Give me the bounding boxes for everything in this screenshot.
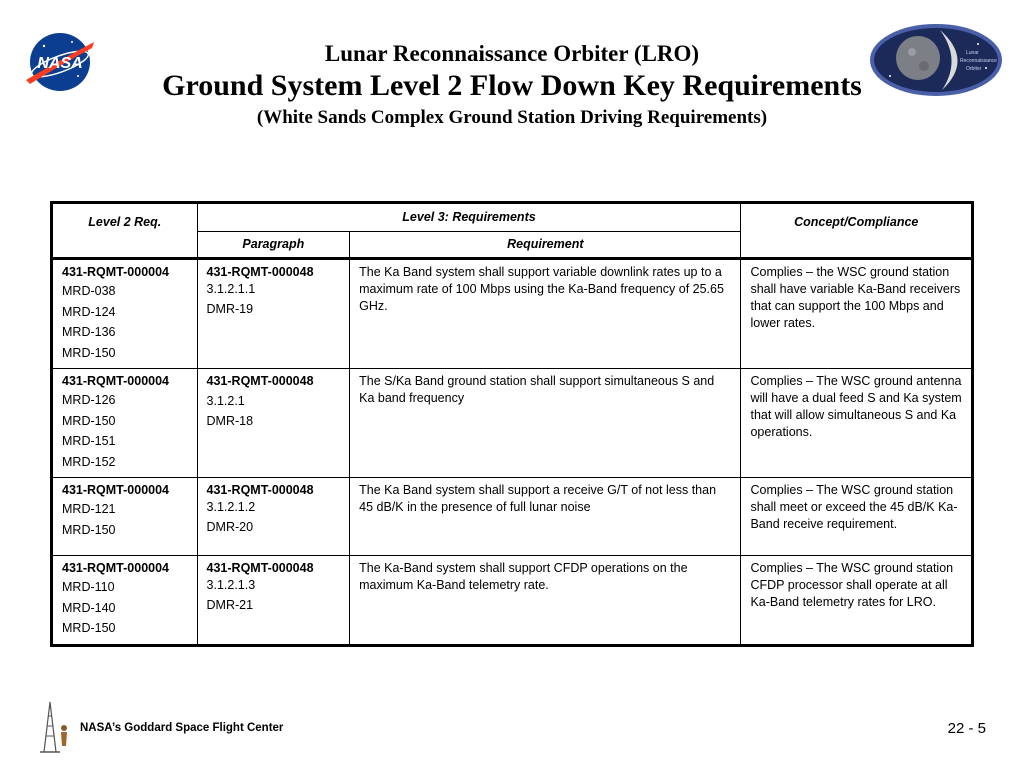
dmr-ref: DMR-21 [206,598,254,612]
paragraph-number: 3.1.2.1 [206,394,245,408]
lro-logo-text-3: Orbiter [966,66,982,72]
level2-cell [52,369,198,478]
mrd-ref: MRD-136 [62,325,116,339]
slide-title [130,40,894,130]
compliance-cell: Complies – The WSC ground antenna will have a dual feed S and Ka system that will allow simultaneous S and Ka operations. [741,369,973,478]
compliance-cell: Complies – the WSC ground station shall have variable Ka-Band receivers that can support the 100 Mbps and lower rates. [741,259,973,369]
table-row [52,478,973,556]
dmr-ref: DMR-18 [206,414,254,428]
paragraph-number: 3.1.2.1.1 [206,282,256,296]
goddard-logo [30,698,72,754]
level2-id: 431-RQMT-000004 [62,561,170,575]
nasa-logo [22,30,98,94]
level3-id: 431-RQMT-000048 [206,374,314,388]
level2-id: 431-RQMT-000004 [62,265,170,279]
header-paragraph: Paragraph [197,232,350,259]
title-line-2: Ground System Level 2 Flow Down Key Requirements [162,69,862,102]
mrd-ref: MRD-124 [62,304,116,319]
nasa-logo-text: NASA [37,55,83,72]
level3-id: 431-RQMT-000048 [206,483,314,497]
level2-id: 431-RQMT-000004 [62,374,170,388]
title-line-3: (White Sands Complex Ground Station Driving Requirements) [256,107,768,128]
footer-org: NASA’s Goddard Space Flight Center [80,722,284,734]
requirements-table [50,201,974,647]
header-concept: Concept/Compliance [741,203,973,259]
mrd-ref: MRD-150 [62,413,116,428]
level2-cell [52,556,198,646]
dmr-ref: DMR-19 [206,302,254,316]
paragraph-number: 3.1.2.1.3 [206,578,256,592]
mrd-ref: MRD-151 [62,434,116,448]
mrd-ref: MRD-150 [62,345,116,360]
mrd-ref: MRD-150 [62,621,116,635]
paragraph-cell [197,369,350,478]
requirement-cell: The Ka Band system shall support a receive G/T of not less than 45 dB/K in the presence of full lunar noise [350,478,741,556]
paragraph-cell [197,556,350,646]
level2-cell [52,478,198,556]
paragraph-cell [197,478,350,556]
level3-id: 431-RQMT-000048 [206,561,314,575]
level3-id: 431-RQMT-000048 [206,265,314,279]
dmr-ref: DMR-20 [206,520,254,534]
compliance-cell: Complies – The WSC ground station shall meet or exceed the 45 dB/K Ka-Band receive requirement. [741,478,973,556]
header-requirement: Requirement [350,232,741,259]
paragraph-cell [197,259,350,369]
requirement-cell: The Ka Band system shall support variable downlink rates up to a maximum rate of 100 Mbps using the Ka-Band frequency of 25.65 GHz. [350,259,741,369]
requirement-cell: The S/Ka Band ground station shall support simultaneous S and Ka band frequency [350,369,741,478]
level2-id: 431-RQMT-000004 [62,483,170,497]
page-number: 22 - 5 [947,720,986,737]
compliance-cell: Complies – The WSC ground station CFDP processor shall operate at all Ka-Band telemetry rates for LRO. [741,556,973,646]
mrd-ref: MRD-110 [62,580,115,594]
mrd-ref: MRD-140 [62,600,116,615]
lro-logo-text-1: Lunar [966,50,979,56]
table-row [52,369,973,478]
mrd-ref: MRD-152 [62,454,116,469]
header-level2: Level 2 Req. [52,203,198,259]
title-line-1: Lunar Reconnaissance Orbiter (LRO) [324,41,700,66]
mrd-ref: MRD-126 [62,393,116,407]
table-row [52,556,973,646]
paragraph-number: 3.1.2.1.2 [206,500,256,514]
requirement-cell: The Ka-Band system shall support CFDP operations on the maximum Ka-Band telemetry rate. [350,556,741,646]
table-row [52,259,973,369]
level2-cell [52,259,198,369]
header-level3: Level 3: Requirements [197,203,741,232]
mrd-ref: MRD-121 [62,502,116,516]
mrd-ref: MRD-038 [62,284,116,298]
table-header-row [52,203,973,232]
lro-logo-text-2: Reconnaissance [960,58,997,64]
mrd-ref: MRD-150 [62,522,116,537]
